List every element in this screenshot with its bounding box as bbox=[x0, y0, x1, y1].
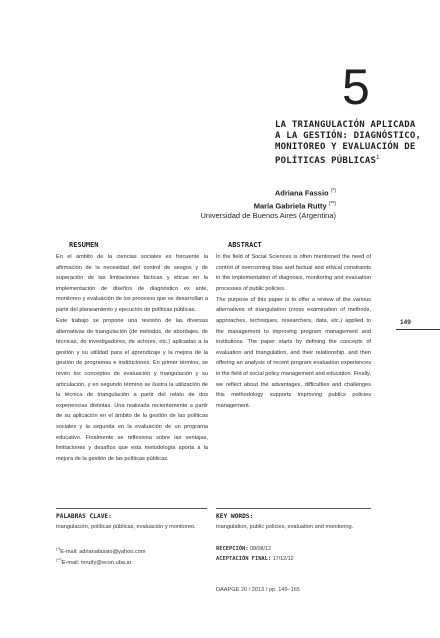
resumen-paragraph: Este trabajo se propone una revisión de las diversas alternativas de triangulación (de métodos, de abordajes, de técnicas, de investigadores, de actores, etc.) aplicadas a la gestión y su utilidad para el aprendizaje y la mejora de la gestión de programas e instituciones. En primer término, se revén los conceptos de evaluación y triangulación y su articulación, y en segundo término se ilustra la utilización de la técnica de triangulación a partir del relato de dos experiencias distintas. Una realizada recientemente a partir de su aplicación en el ámbito de la gestión de las políticas sociales y la segunda en la evaluación de un programa educativo. Finalmente se reflexiona sobre las ventajas, limitaciones y desafíos que esta metodología aporta a la mejora de la gestión de las políticas públicas. bbox=[56, 318, 208, 462]
email-line bbox=[56, 545, 146, 556]
email-mark: (*) bbox=[56, 546, 61, 551]
keywords-divider-left bbox=[56, 508, 207, 509]
page-number: 149 bbox=[400, 319, 411, 326]
title-line: LA TRIANGULACIÓN APLICADA bbox=[275, 120, 416, 130]
keywords-divider-right bbox=[216, 508, 371, 509]
resumen-section bbox=[56, 241, 208, 464]
author-line bbox=[201, 199, 337, 212]
title-line: MONITOREO Y EVALUACIÓN DE bbox=[275, 142, 416, 152]
resumen-heading: RESUMEN bbox=[69, 241, 99, 249]
abstract-heading: ABSTRACT bbox=[228, 241, 262, 249]
page-number-rule bbox=[396, 329, 440, 330]
author-block bbox=[201, 186, 337, 221]
title-line-text: POLÍTICAS PÚBLICAS bbox=[275, 156, 377, 166]
resumen-paragraph: En el ámbito de la ciencias sociales es frecuente la afirmación de la necesidad del control de sesgos y de superación de las limitaciones fácticas y éticas en la implementación de diseños de diagnóstico ex ante, monitoreo y evaluación de los procesos que se desarrollan a partir del planeamiento y ejecución de políticas públicas. bbox=[56, 254, 208, 313]
received-date bbox=[216, 545, 271, 553]
received-label: RECEPCIÓN: bbox=[216, 546, 249, 552]
author-mark: (*) bbox=[330, 188, 336, 194]
received-value: 09/08/12 bbox=[249, 546, 271, 552]
palabras-clave-text: triangulación, políticas públicas, evaluación y monitoreo. bbox=[56, 524, 196, 530]
accepted-value: 17/12/12 bbox=[272, 556, 294, 562]
chapter-number: 5 bbox=[342, 59, 370, 115]
abstract-section bbox=[216, 241, 371, 411]
email-text: E-mail: adrianafassio@yahoo.com bbox=[60, 548, 146, 555]
journal-citation: DAAPGE 20 / 2013 / pp. 149–165 bbox=[216, 587, 300, 593]
email-line bbox=[56, 556, 132, 567]
author-mark: (**) bbox=[328, 200, 336, 207]
accepted-date bbox=[216, 555, 294, 563]
palabras-clave-heading: PALABRAS CLAVE: bbox=[56, 513, 112, 520]
title-line: A LA GESTIÓN: DIAGNÓSTICO, bbox=[275, 131, 422, 141]
title-footnote-mark: 1 bbox=[376, 155, 380, 161]
email-text: E-mail: mrutty@econ.uba.ar bbox=[61, 559, 132, 566]
title-line bbox=[275, 153, 435, 167]
author-name: María Gabriela Rutty bbox=[253, 201, 327, 210]
accepted-label: ACEPTACIÓN FINAL: bbox=[216, 556, 272, 562]
author-line bbox=[201, 186, 337, 199]
keywords-text: triangulation, public policies, evaluation and monitoring. bbox=[216, 524, 354, 530]
author-name: Adriana Fassio bbox=[274, 188, 329, 198]
abstract-paragraph: In the field of Social Sciences is often mentioned the need of control of overcoming bias and factual and ethical constraints in the implementation of diagnosis, monitoring and evaluation processes of public policies. bbox=[216, 254, 371, 292]
article-title bbox=[275, 120, 435, 167]
email-mark: (**) bbox=[56, 557, 62, 562]
affiliation: Universidad de Buenos Aires (Argentina) bbox=[200, 211, 336, 220]
keywords-heading: KEY WORDS: bbox=[216, 513, 254, 520]
abstract-paragraph: The purpose of this paper is to offer a review of the various alternatives of triangulation (cross examination of methods, approaches, techniques, researchers, data, etc.) applied to the management to improving program management and institutions. The paper starts by defining the concepts of evaluation and triangulation, and their relationship. and then offering an analysis of recent program evaluation experiences in the field of social policy management and education. Finally, we reflect about the advantages, difficulties and challenges this methodology supports improving publics policies management. bbox=[216, 296, 371, 409]
